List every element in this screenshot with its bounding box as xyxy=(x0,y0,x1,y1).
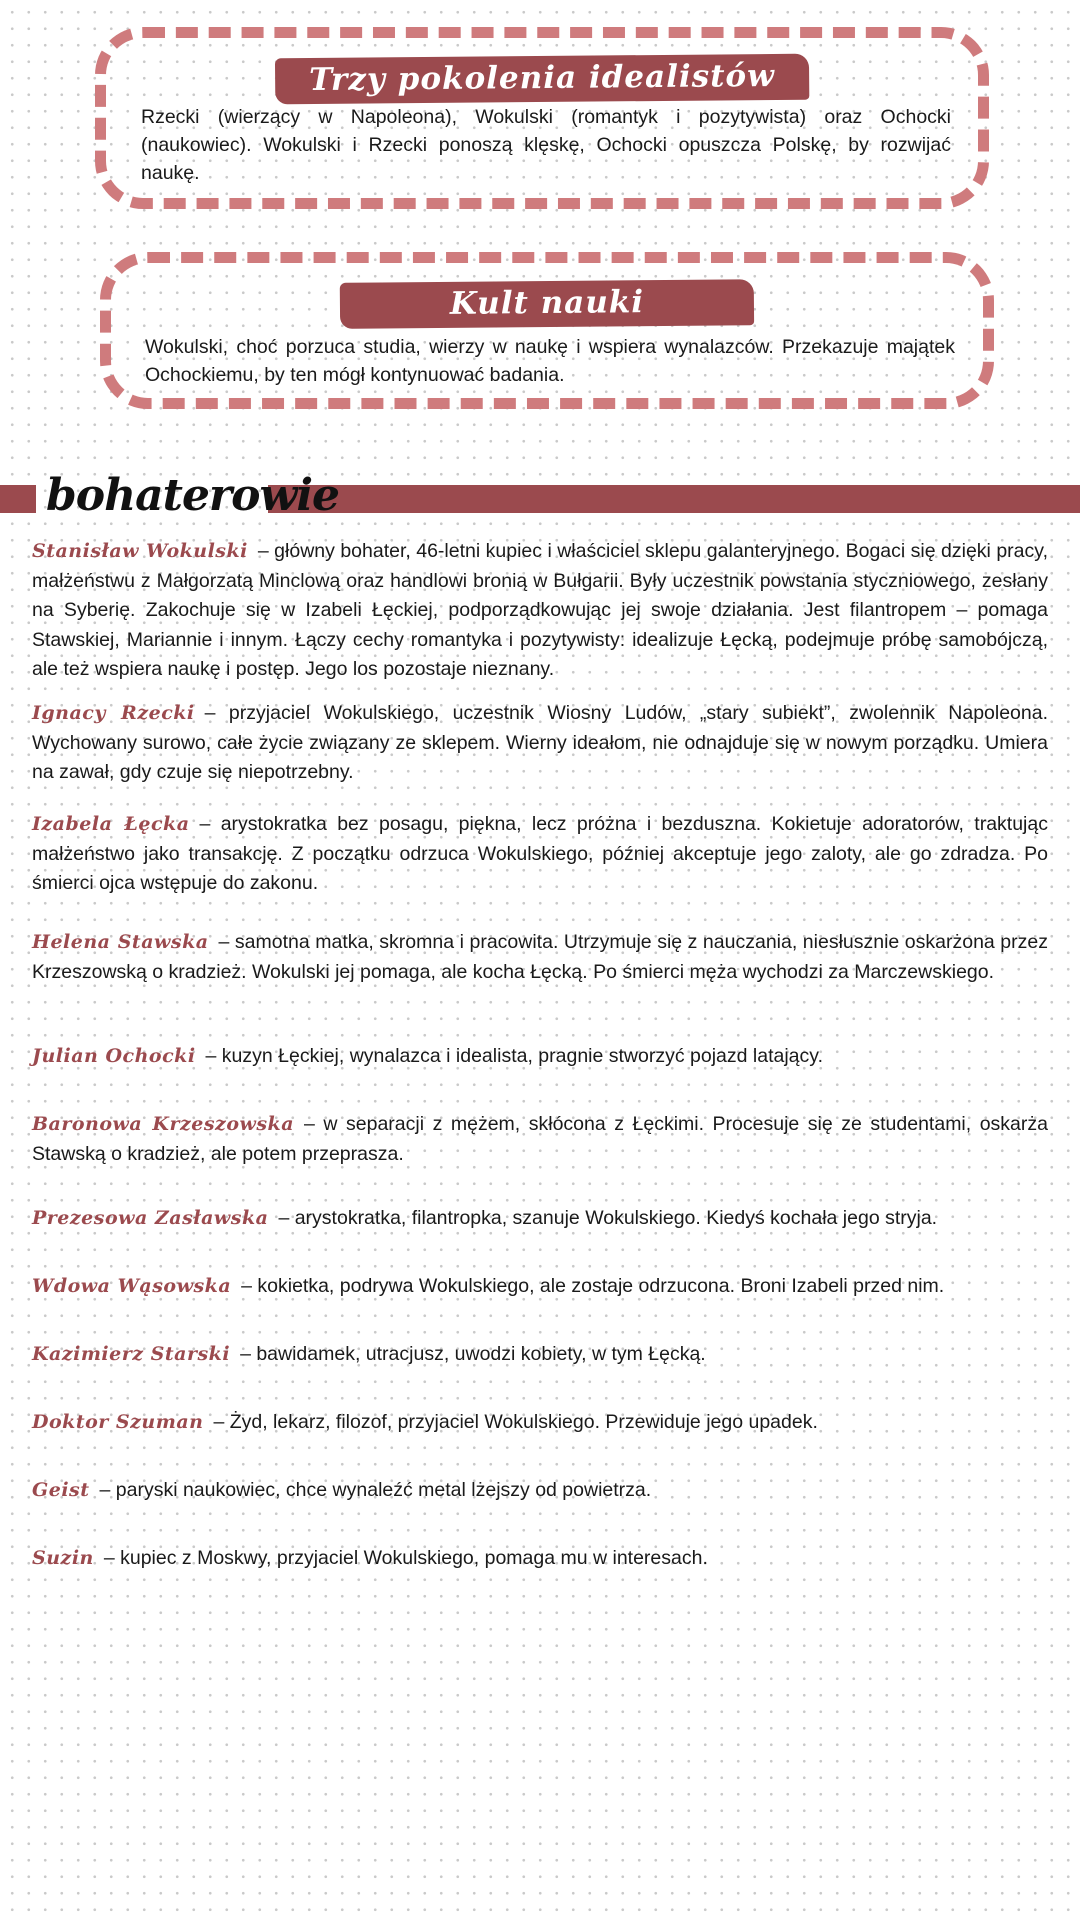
character-name: Baronowa Krzeszowska xyxy=(32,1113,295,1135)
character-name: Wdowa Wąsowska xyxy=(32,1275,232,1297)
character-name: Ignacy Rzecki xyxy=(32,702,195,724)
character-entry xyxy=(32,537,1048,685)
character-entry xyxy=(32,1340,1048,1370)
character-name: Suzin xyxy=(32,1547,94,1569)
box-text: Wokulski, choć porzuca studia, wierzy w naukę i wspiera wynalazców. Przekazuje majątek Ochockiemu, by ten mógł kontynuować badania. xyxy=(145,336,955,386)
character-entry xyxy=(32,810,1048,899)
character-description: – arystokratka, filantropka, szanuje Wokulskiego. Kiedyś kochała jego stryja. xyxy=(278,1207,938,1229)
character-description: – samotna matka, skromna i pracowita. Utrzymuje się z nauczania, niesłusznie oskarżona przez Krzeszowską o kradzież. Wokulski jej pomaga, ale kocha Łęcką. Po śmierci męża wychodzi za Marczewskiego. xyxy=(32,931,1048,983)
character-description: – bawidamek, utracjusz, uwodzi kobiety, w tym Łęcką. xyxy=(240,1343,706,1365)
character-name: Stanisław Wokulski xyxy=(32,540,248,562)
character-description: – paryski naukowiec, chce wynaleźć metal lżejszy od powietrza. xyxy=(99,1479,652,1501)
character-description: – kupiec z Moskwy, przyjaciel Wokulskiego, pomaga mu w interesach. xyxy=(103,1547,708,1569)
character-description: – w separacji z mężem, skłócona z Łęckimi. Procesuje się ze studentami, oskarża Stawską o kradzież, ale potem przeprasza. xyxy=(32,1113,1048,1165)
character-entry xyxy=(32,928,1048,987)
character-name: Helena Stawska xyxy=(32,931,209,953)
character-description: – arystokratka bez posagu, piękna, lecz próżna i bezduszna. Kokietuje adoratorów, traktując małżeństwo jako transakcję. Z początku odrzuca Wokulskiego, później akceptuje jego zaloty, ale go zdradza. Po śmierci ojca wstępuje do zakonu. xyxy=(32,813,1048,894)
character-entry xyxy=(32,1204,1048,1234)
info-box-generations xyxy=(95,27,989,209)
character-entry xyxy=(32,699,1048,788)
character-name: Prezesowa Zasławska xyxy=(32,1207,269,1229)
character-entry xyxy=(32,1476,1048,1506)
character-name: Izabela Łęcka xyxy=(32,813,190,835)
info-box-science xyxy=(100,252,994,409)
character-entry xyxy=(32,1042,1048,1072)
box-title-banner: Kult nauki xyxy=(340,279,754,329)
box-title-banner: Trzy pokolenia idealistów xyxy=(275,54,809,105)
character-description: – kokietka, podrywa Wokulskiego, ale zostaje odrzucona. Broni Izabeli przed nim. xyxy=(241,1275,945,1297)
section-bar-right xyxy=(268,485,1080,513)
character-name: Geist xyxy=(32,1479,90,1501)
character-entry xyxy=(32,1408,1048,1438)
character-entry xyxy=(32,1544,1048,1574)
character-name: Doktor Szuman xyxy=(32,1411,204,1433)
character-entry xyxy=(32,1272,1048,1302)
character-description: – przyjaciel Wokulskiego, uczestnik Wiosny Ludów, „stary subiekt”, zwolennik Napoleona. Wychowany surowo, całe życie związany ze sklepem. Wierny ideałom, nie odnajduje się w nowym porządku. Umiera na zawał, gdy czuje się niepotrzebny. xyxy=(32,702,1049,783)
character-name: Kazimierz Starski xyxy=(32,1343,231,1365)
section-bar-left xyxy=(0,485,36,513)
character-description: – Żyd, lekarz, filozof, przyjaciel Wokulskiego. Przewiduje jego upadek. xyxy=(213,1411,818,1433)
box-text: Rzecki (wierzący w Napoleona), Wokulski (romantyk i pozytywista) oraz Ochocki (naukowiec). Wokulski i Rzecki ponoszą klęskę, Ochocki opuszcza Polskę, by rozwijać naukę. xyxy=(141,106,951,184)
character-name: Julian Ochocki xyxy=(32,1045,196,1067)
character-entry xyxy=(32,1110,1048,1169)
section-title: bohaterowie xyxy=(46,470,340,521)
character-description: – kuzyn Łęckiej, wynalazca i idealista, pragnie stworzyć pojazd latający. xyxy=(205,1045,823,1067)
character-description: – główny bohater, 46-letni kupiec i właściciel sklepu galanteryjnego. Bogaci się dzięki pracy, małżeństwu z Małgorzatą Minclową oraz handlowi bronią w Bułgarii. Były uczestnik powstania styczniowego, zesłany na Syberię. Zakochuje się w Izabeli Łęckiej, podporządkowując jej swoje działania. Jest filantropem – pomaga Stawskiej, Mariannie i innym. Łączy cechy romantyka i pozytywisty: idealizuje Łęcką, podejmuje próbę samobójczą, ale też wspiera naukę i postęp. Jego los pozostaje nieznany. xyxy=(32,540,1048,680)
